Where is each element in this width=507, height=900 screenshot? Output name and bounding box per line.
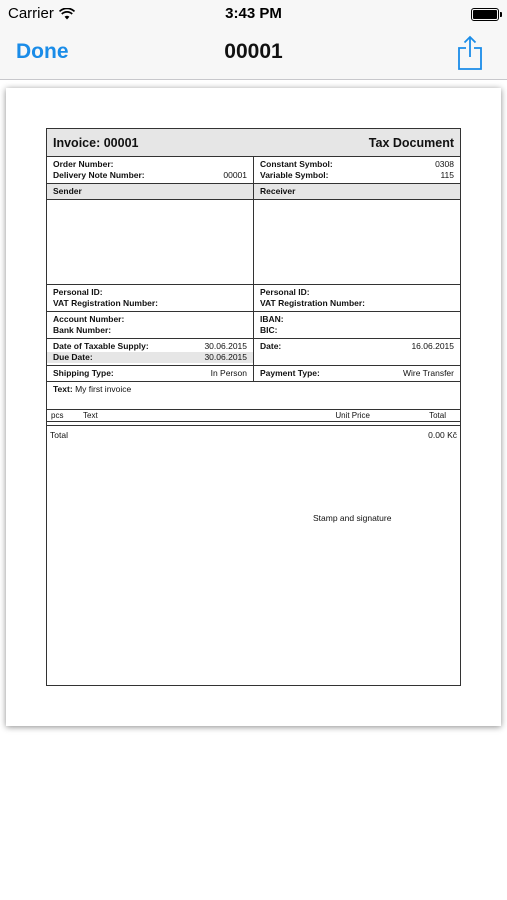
status-time: 3:43 PM xyxy=(225,5,282,22)
dates-row xyxy=(47,339,460,366)
battery-icon xyxy=(471,8,499,21)
done-button[interactable]: Done xyxy=(16,40,69,63)
sender-label: Sender xyxy=(53,186,82,196)
invoice-title: Invoice: 00001 xyxy=(53,135,139,150)
issue-date-cell xyxy=(253,339,460,365)
sender-vat-label: VAT Registration Number: xyxy=(53,298,158,308)
nav-title: 00001 xyxy=(224,40,283,63)
due-date-line xyxy=(47,352,253,363)
document-preview[interactable] xyxy=(6,88,501,726)
column-total: Total xyxy=(429,411,446,420)
receiver-label: Receiver xyxy=(253,184,460,199)
shipping-row xyxy=(47,366,460,382)
variable-symbol-value: 115 xyxy=(440,170,454,180)
delivery-note-label: Delivery Note Number: xyxy=(53,170,145,180)
bank-row xyxy=(47,312,460,339)
total-value: 0.00 Kč xyxy=(428,430,457,440)
receiver-id-cell xyxy=(253,285,460,311)
party-body xyxy=(47,200,460,285)
carrier-label: Carrier xyxy=(8,5,54,22)
iban-label: IBAN: xyxy=(260,314,284,324)
shipping-cell xyxy=(47,366,253,381)
share-icon[interactable] xyxy=(455,34,485,72)
sender-id-cell xyxy=(47,285,253,311)
invoice-text-row xyxy=(47,382,460,410)
account-number-label: Account Number: xyxy=(53,314,125,324)
receiver-personal-id-label: Personal ID: xyxy=(260,287,310,297)
payment-cell xyxy=(253,366,460,381)
constant-symbol-value: 0308 xyxy=(435,159,454,169)
status-bar xyxy=(0,0,507,28)
total-label: Total xyxy=(50,430,68,440)
variable-symbol-label: Variable Symbol: xyxy=(260,170,329,180)
text-value: My first invoice xyxy=(75,384,132,394)
order-row xyxy=(47,157,460,184)
column-pcs: pcs xyxy=(51,411,64,420)
total-row xyxy=(47,426,460,444)
invoice-header xyxy=(47,129,460,157)
account-cell xyxy=(47,312,253,338)
constant-symbol-label: Constant Symbol: xyxy=(260,159,333,169)
taxable-supply-label: Date of Taxable Supply: xyxy=(53,341,149,351)
taxable-supply-value: 30.06.2015 xyxy=(204,341,247,351)
symbol-cell xyxy=(253,157,460,183)
shipping-type-value: In Person xyxy=(210,368,247,378)
dates-cell xyxy=(47,339,253,365)
shipping-type-label: Shipping Type: xyxy=(53,368,114,378)
id-row xyxy=(47,285,460,312)
payment-type-value: Wire Transfer xyxy=(402,368,454,378)
iban-cell xyxy=(253,312,460,338)
text-label: Text: xyxy=(53,384,73,394)
date-value: 16.06.2015 xyxy=(411,341,454,351)
payment-type-label: Payment Type: xyxy=(260,368,320,378)
due-date-label: Due Date: xyxy=(53,352,93,362)
bank-number-label: Bank Number: xyxy=(53,325,112,335)
receiver-vat-label: VAT Registration Number: xyxy=(260,298,365,308)
battery-fill xyxy=(473,10,497,19)
document-type: Tax Document xyxy=(368,135,454,150)
date-label: Date: xyxy=(260,341,282,351)
party-header xyxy=(47,184,460,200)
delivery-note-value: 00001 xyxy=(223,170,247,180)
sender-personal-id-label: Personal ID: xyxy=(53,287,103,297)
order-cell xyxy=(47,157,253,183)
column-unit-price: Unit Price xyxy=(335,411,370,420)
order-number-label: Order Number: xyxy=(53,159,114,169)
bic-label: BIC: xyxy=(260,325,278,335)
stamp-signature-label: Stamp and signature xyxy=(313,513,392,523)
receiver-address xyxy=(253,200,460,284)
due-date-value: 30.06.2015 xyxy=(204,352,247,362)
invoice-form xyxy=(46,128,461,686)
sender-address xyxy=(47,200,253,284)
column-text: Text xyxy=(83,411,98,420)
items-table-header xyxy=(47,410,460,422)
navigation-bar xyxy=(0,28,507,80)
